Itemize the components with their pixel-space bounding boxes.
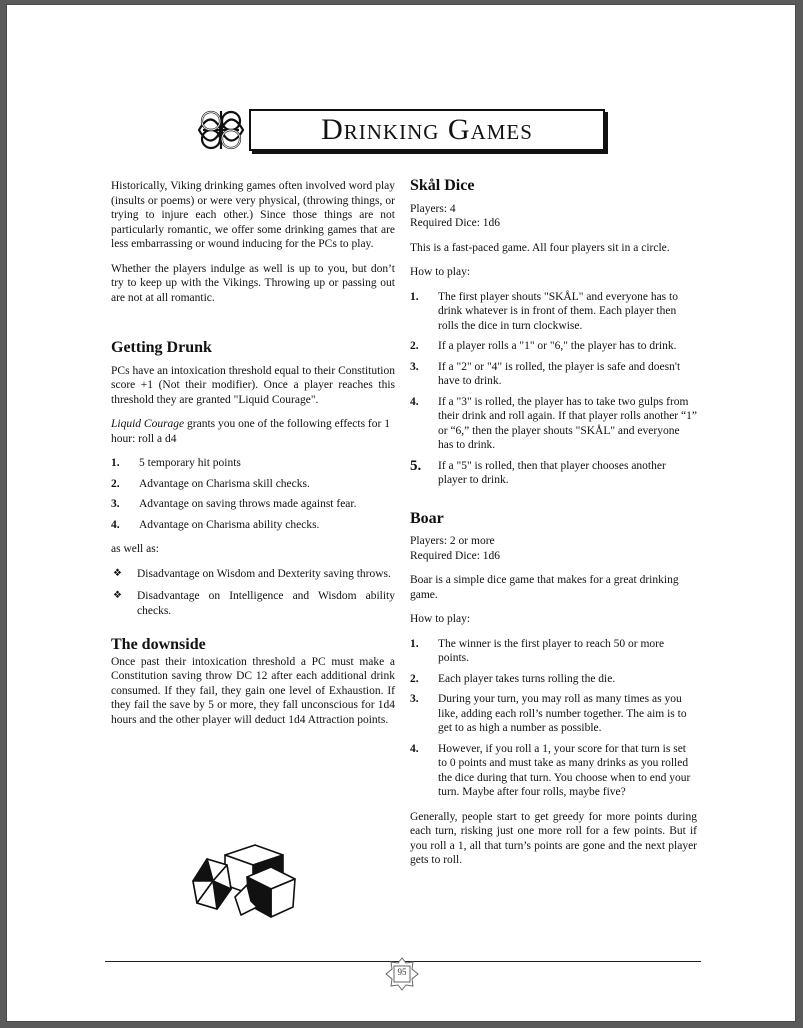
- diamond-bullet-icon: ❖: [113, 567, 122, 579]
- list-item: [410, 339, 697, 354]
- list-item: [111, 518, 395, 533]
- list-text: Advantage on saving throws made against fear.: [139, 498, 357, 510]
- boar-how-to-play: How to play:: [410, 613, 471, 625]
- list-number: 1.: [410, 637, 419, 650]
- skal-required-dice: Required Dice: 1d6: [410, 217, 501, 229]
- list-item: [410, 360, 697, 389]
- list-item: [111, 497, 395, 512]
- list-number: 1.: [111, 457, 120, 469]
- list-text: The winner is the first player to reach 50 or more points.: [438, 637, 665, 664]
- list-item: [410, 742, 697, 800]
- skal-players: Players: 4: [410, 202, 456, 215]
- list-number: 1.: [410, 290, 419, 303]
- getting-drunk-paragraph: PCs have an intoxication threshold equal to their Constitution score +1 (Not their modifier). Once a player reaches this threshold they are granted "Liquid Courage".: [111, 364, 395, 406]
- list-item: [111, 589, 395, 618]
- title-banner: [195, 107, 605, 153]
- drawbacks-list: [111, 567, 395, 619]
- list-text: Disadvantage on Intelligence and Wisdom ability checks.: [137, 590, 395, 617]
- list-item: [410, 459, 697, 488]
- intro-paragraph-2: Whether the players indulge as well is up to you, but don’t try to keep up with the Vikings. Throwing up or passing out are not at all romantic.: [111, 262, 395, 304]
- list-text: Advantage on Charisma ability checks.: [139, 518, 320, 531]
- boar-closing-paragraph: Generally, people start to get greedy for more points during each turn, risking just one more roll for a few points. But if you roll a 1, all that turn’s points are gone and the next player gets to roll.: [410, 810, 697, 866]
- list-number: 2.: [410, 340, 419, 352]
- page-title: Drinking Games: [321, 113, 533, 146]
- list-text: 5 temporary hit points: [139, 457, 241, 469]
- list-text: Advantage on Charisma skill checks.: [139, 477, 310, 490]
- effects-list: [111, 456, 395, 532]
- skal-steps-list: [410, 290, 697, 488]
- getting-drunk-heading: Getting Drunk: [111, 339, 212, 356]
- boar-players: Players: 2 or more: [410, 535, 495, 547]
- list-text: If a "5" is rolled, then that player chooses another player to drink.: [438, 459, 666, 486]
- list-item: [410, 672, 697, 687]
- list-item: [111, 456, 395, 471]
- list-text: The first player shouts "SKÅL" and everyone has to drink whatever is in front of them. Each player then rolls the dice in turn clockwise.: [438, 290, 678, 332]
- list-text: If a "2" or "4" is rolled, the player is safe and doesn't have to drink.: [438, 360, 681, 387]
- diamond-bullet-icon: ❖: [113, 590, 122, 601]
- skal-description: This is a fast-paced game. All four players sit in a circle.: [410, 241, 670, 254]
- downside-heading: The downside: [111, 636, 206, 653]
- list-item: [410, 692, 697, 736]
- list-number: 3.: [410, 360, 419, 373]
- boar-required-dice: Required Dice: 1d6: [410, 549, 501, 562]
- list-item: [410, 290, 697, 334]
- liquid-courage-text: grants you one of the following effects for 1 hour: roll a d4: [111, 418, 390, 445]
- book-page: [6, 4, 796, 1022]
- intro-paragraph-1: Historically, Viking drinking games often involved word play (insults or poems) or were very physical, (throwing things, or trying to injure each other.) Since those things are not particularly romantic, we offer some drinking games that are less embarrassing or wound inducing for the PCs to play.: [111, 180, 395, 250]
- skal-how-to-play: How to play:: [410, 266, 471, 278]
- boar-heading: Boar: [410, 509, 444, 527]
- list-number: 3.: [410, 693, 419, 705]
- page-number-ornament: [385, 957, 419, 991]
- list-number: 2.: [111, 477, 120, 490]
- list-item: [410, 637, 697, 666]
- title-box: [249, 109, 605, 151]
- right-column: [410, 179, 697, 878]
- liquid-courage-term: Liquid Courage: [111, 418, 185, 430]
- list-text: During your turn, you may roll as many times as you like, adding each roll’s number together. The aim is to get to as high a number as possible.: [438, 693, 687, 734]
- list-text: If a player rolls a "1" or "6," the player has to drink.: [438, 340, 677, 352]
- list-item: [410, 395, 697, 453]
- dice-illustration-icon: [185, 837, 305, 927]
- celtic-knot-icon: [195, 107, 253, 153]
- list-number: 3.: [111, 498, 120, 510]
- boar-steps-list: [410, 637, 697, 800]
- list-item: [111, 477, 395, 492]
- as-well-as-text: as well as:: [111, 543, 159, 555]
- skal-dice-heading: Skål Dice: [410, 177, 475, 194]
- list-number: 4.: [410, 742, 419, 755]
- list-number: 4.: [410, 395, 419, 408]
- list-number: 2.: [410, 672, 419, 685]
- list-number: 5.: [410, 457, 422, 474]
- list-item: [111, 567, 395, 582]
- page-number: 95: [397, 967, 407, 977]
- left-column: [111, 179, 395, 737]
- boar-description: Boar is a simple dice game that makes for a great drinking game.: [410, 574, 679, 601]
- list-text: Disadvantage on Wisdom and Dexterity saving throws.: [137, 567, 391, 580]
- list-number: 4.: [111, 518, 120, 531]
- list-text: However, if you roll a 1, your score for that turn is set to 0 points and must take as many drinks as you rolled the dice during that turn. You choose when to end your turn. Maybe after four rolls, maybe five?: [438, 742, 691, 798]
- downside-paragraph: Once past their intoxication threshold a PC must make a Constitution saving throw DC 12 after each additional drink consumed. If they fail, they gain one level of Exhaustion. If they fail the save by 5 or more, they fall unconscious for 1d4 hours and the other player will deduct 1d4 Attraction points.: [111, 655, 395, 726]
- liquid-courage-paragraph: [111, 417, 395, 446]
- list-text: If a "3" is rolled, the player has to take two gulps from their drink and roll again. If that player rolls another “1” or “6,” then the player shouts "SKÅL" and everyone has to drink.: [438, 395, 697, 451]
- list-text: Each player takes turns rolling the die.: [438, 672, 616, 685]
